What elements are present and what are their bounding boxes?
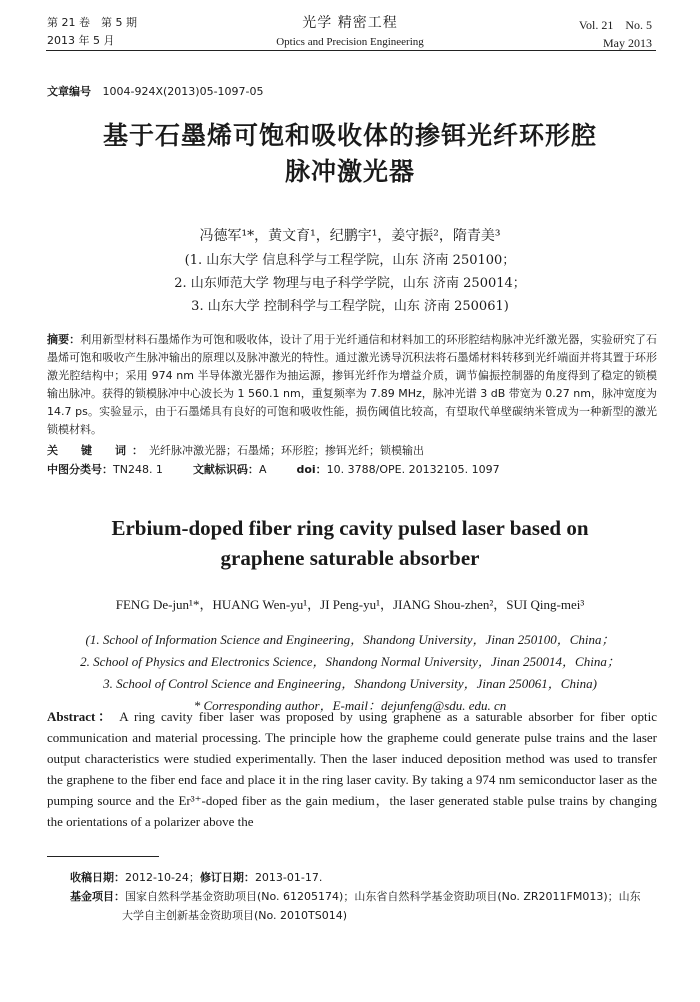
affiliation-cn-3: 3. 山东大学 控制科学与工程学院，山东 济南 250061)	[191, 299, 509, 314]
affiliations-cn	[0, 249, 700, 318]
title-cn-line2: 脉冲激光器	[284, 157, 415, 186]
clc-label: 中图分类号：	[47, 463, 113, 476]
article-number-label: 文章编号	[47, 85, 91, 98]
doi-label: doi：	[296, 463, 327, 476]
footnote-funding	[70, 887, 660, 906]
affiliation-en-2: 2. School of Physics and Electronics Science，Shandong Normal University，Jinan 250014，China；	[80, 654, 620, 669]
header-divider	[46, 50, 656, 51]
abstract-cn-label: 摘要：	[47, 333, 81, 346]
abstract-en	[47, 706, 657, 832]
affiliations-en	[0, 629, 700, 717]
title-en-line2: graphene saturable absorber	[220, 546, 480, 570]
article-number	[47, 83, 264, 99]
title-cn-line1: 基于石墨烯可饱和吸收体的掺铒光纤环形腔	[102, 121, 597, 150]
keywords-cn	[47, 443, 657, 459]
authors-en: FENG De-jun¹*，HUANG Wen-yu¹，JI Peng-yu¹，JIANG Shou-zhen²，SUI Qing-mei³	[115, 597, 585, 612]
title-cn	[0, 118, 700, 190]
running-header-right	[579, 16, 652, 52]
affiliation-en-1: (1. School of Information Science and Engineering，Shandong University，Jinan 250100，China；	[85, 632, 615, 647]
funding-label: 基金项目：	[70, 890, 125, 903]
volume-issue-cn: 第 21 卷 第 5 期	[47, 16, 137, 29]
footnote-dates	[70, 868, 660, 887]
received-value: 2012-10-24；	[125, 871, 200, 884]
affiliation-cn-2: 2. 山东师范大学 物理与电子科学学院，山东 济南 250014；	[174, 276, 526, 291]
classification-line	[47, 462, 657, 478]
doc-code-value: A	[258, 463, 267, 476]
funding-line1: 国家自然科学基金资助项目(No. 61205174)；山东省自然科学基金资助项目(No. ZR2011FM013)；山东	[125, 890, 641, 903]
journal-title-en: Optics and Precision Engineering	[276, 36, 424, 48]
abstract-cn	[47, 331, 657, 439]
abstract-en-text: A ring cavity fiber laser was proposed by using graphene as a saturable absorber for fiber optic communication and material processing. The principle how the grapheme could generate pulse trains and the laser output characteristics were studied experimentally. Then the laser induced deposition method was used to transfer the graphene to the fiber end face and place it in the ring laser cavity. By taking a 974 nm semiconductor laser as the pumping source and the Er³⁺-doped fiber as the gain medium，the laser generated stable pulse trains by changing the orientations of a polarizer above the	[47, 709, 657, 829]
revised-label: 修订日期：	[199, 871, 255, 884]
date-cn: 2013 年 5 月	[47, 34, 115, 47]
received-label: 收稿日期：	[70, 871, 125, 884]
title-en-line1: Erbium-doped fiber ring cavity pulsed laser based on	[111, 516, 589, 540]
keywords-cn-label: 关 键 词：	[47, 444, 149, 457]
authors-cn: 冯德军¹*，黄文育¹，纪鹏宇¹，姜守振²，隋青美³	[199, 228, 501, 244]
journal-title-cn: 光学 精密工程	[302, 15, 398, 31]
affiliation-en-3: 3. School of Control Science and Engineering，Shandong University，Jinan 250061，China)	[103, 676, 597, 691]
doc-code-label: 文献标识码：	[192, 463, 259, 476]
title-en	[0, 513, 700, 573]
abstract-en-label: Abstract：	[47, 709, 114, 724]
date-en: May 2013	[603, 36, 652, 50]
article-number-value: 1004-924X(2013)05-1097-05	[102, 85, 264, 98]
keywords-cn-text: 光纤脉冲激光器；石墨烯；环形腔；掺铒光纤；锁模输出	[149, 444, 424, 457]
footnote-funding-cont: 大学自主创新基金资助项目(No. 2010TS014)	[122, 909, 348, 922]
corresponding-author: * Corresponding author，E-mail：dejunfeng@sdu. edu. cn	[193, 698, 507, 713]
abstract-cn-text: 利用新型材料石墨烯作为可饱和吸收体，设计了用于光纤通信和材料加工的环形腔结构脉冲光纤激光器，实验研究了石墨烯可饱和吸收产生脉冲输出的原理以及脉冲激光的特性。通过激光诱导沉积法将石墨烯材料转移到光纤端面并将其置于环形激光腔结构中；采用 974 nm 半导体激光器作为抽运源，掺铒光纤作为增益介质，调节偏振控制器的角度得到了稳定的锁模输出脉冲。获得的锁模脉冲中心波长为 1 560.1 nm，重复频率为 7.89 MHz，脉冲光谱 3 dB 带宽为 0.27 nm，脉冲宽度为 14.7 ps。实验显示，由于石墨烯具有良好的可饱和吸收性能，损伤阈值比较高，有望取代单壁碳纳米管成为一种新型的激光锁模材料。	[47, 333, 657, 436]
volume-issue-en: Vol. 21 No. 5	[578, 18, 652, 32]
doi-value: 10. 3788/OPE. 20132105. 1097	[326, 463, 500, 476]
clc-value: TN248. 1	[113, 463, 163, 476]
revised-value: 2013-01-17.	[254, 871, 323, 884]
footnote	[70, 868, 660, 925]
footnote-divider	[47, 856, 159, 857]
affiliation-cn-1: (1. 山东大学 信息科学与工程学院，山东 济南 250100；	[184, 253, 516, 268]
